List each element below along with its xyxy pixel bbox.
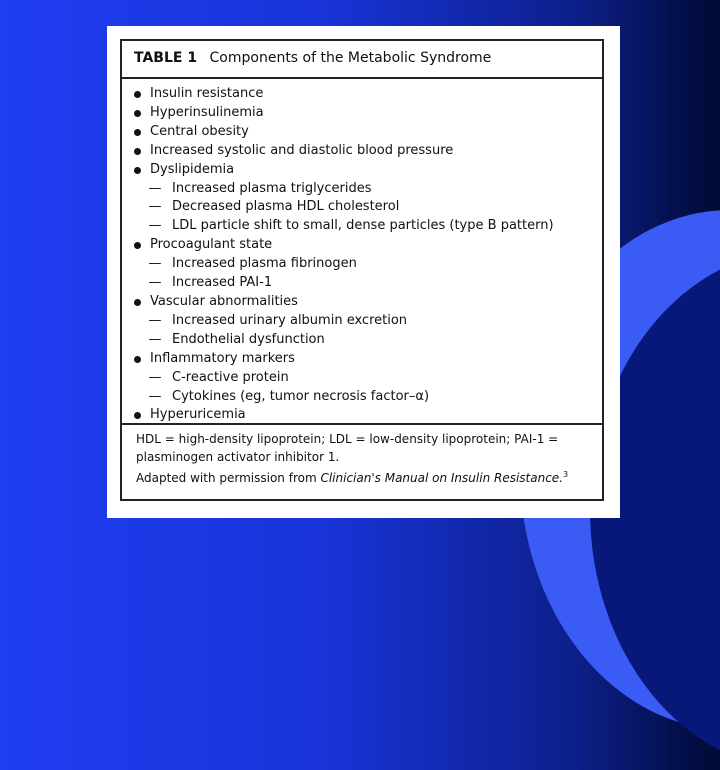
item-text: Procoagulant state bbox=[150, 237, 273, 253]
item-text: Hyperuricemia bbox=[150, 407, 246, 423]
sub-list-item bbox=[134, 217, 602, 236]
adapted-note bbox=[136, 466, 592, 487]
bullet-icon bbox=[134, 167, 141, 174]
adapted-prefix: Adapted with permission from bbox=[136, 471, 321, 485]
bullet-icon bbox=[134, 299, 141, 306]
dash-marker: — bbox=[148, 218, 162, 234]
footnote-line-1: HDL = high-density lipoprotein; LDL = low-density lipoprotein; PAI-1 = bbox=[136, 432, 559, 446]
adapted-source: Clinician's Manual on Insulin Resistance. bbox=[320, 471, 563, 485]
slide-card bbox=[107, 26, 620, 518]
dash-marker: — bbox=[148, 199, 162, 215]
sub-list-item bbox=[134, 369, 602, 388]
sub-list-item bbox=[134, 274, 602, 293]
dash-marker: — bbox=[148, 312, 162, 328]
item-text: Cytokines (eg, tumor necrosis factor–α) bbox=[172, 388, 430, 404]
table-title-row bbox=[122, 41, 602, 79]
item-text: Insulin resistance bbox=[150, 86, 264, 101]
table-box bbox=[120, 39, 604, 501]
dash-marker: — bbox=[148, 180, 162, 196]
table-title: Components of the Metabolic Syndrome bbox=[209, 50, 492, 66]
dash-marker: — bbox=[148, 275, 162, 291]
item-text: Endothelial dysfunction bbox=[172, 331, 325, 347]
bullet-icon bbox=[134, 242, 141, 249]
item-text: Decreased plasma HDL cholesterol bbox=[172, 199, 400, 215]
item-text: Increased plasma fibrinogen bbox=[172, 256, 357, 272]
sub-list-item bbox=[134, 198, 602, 217]
sub-list-item bbox=[134, 180, 602, 199]
item-text: Inflammatory markers bbox=[150, 350, 295, 366]
list-item bbox=[134, 142, 602, 161]
list-item bbox=[134, 123, 602, 142]
bullet-icon bbox=[134, 110, 141, 117]
table-label: TABLE 1 bbox=[134, 50, 198, 66]
list-item bbox=[134, 350, 602, 369]
bullet-icon bbox=[134, 412, 141, 419]
bullet-icon bbox=[134, 129, 141, 136]
item-text: Increased PAI-1 bbox=[172, 275, 273, 291]
item-text: Increased plasma triglycerides bbox=[172, 180, 372, 196]
item-text: C-reactive protein bbox=[172, 369, 289, 385]
dash-marker: — bbox=[148, 331, 162, 347]
bullet-icon bbox=[134, 356, 141, 363]
item-text: Increased urinary albumin excretion bbox=[172, 312, 408, 328]
adapted-ref: 3 bbox=[563, 470, 569, 479]
item-text: LDL particle shift to small, dense particles (type B pattern) bbox=[172, 218, 554, 234]
dash-marker: — bbox=[148, 369, 162, 385]
list-item bbox=[134, 161, 602, 180]
dash-marker: — bbox=[148, 256, 162, 272]
sub-list-item bbox=[134, 312, 602, 331]
sub-list-item bbox=[134, 255, 602, 274]
item-text: Central obesity bbox=[150, 123, 249, 139]
item-text: Vascular abnormalities bbox=[150, 293, 298, 309]
sub-list-item bbox=[134, 388, 602, 407]
list-item bbox=[134, 236, 602, 255]
list-item bbox=[134, 85, 602, 104]
item-text: Increased systolic and diastolic blood pressure bbox=[150, 142, 454, 158]
list-item bbox=[134, 293, 602, 312]
component-list bbox=[122, 79, 602, 425]
item-text: Hyperinsulinemia bbox=[150, 104, 264, 120]
list-item bbox=[134, 104, 602, 123]
sub-list-item bbox=[134, 331, 602, 350]
footnote-line-2: plasminogen activator inhibitor 1. bbox=[136, 450, 340, 464]
table-footnote bbox=[122, 423, 602, 499]
bullet-icon bbox=[134, 148, 141, 155]
bullet-icon bbox=[134, 91, 141, 98]
dash-marker: — bbox=[148, 388, 162, 404]
item-text: Dyslipidemia bbox=[150, 161, 235, 177]
